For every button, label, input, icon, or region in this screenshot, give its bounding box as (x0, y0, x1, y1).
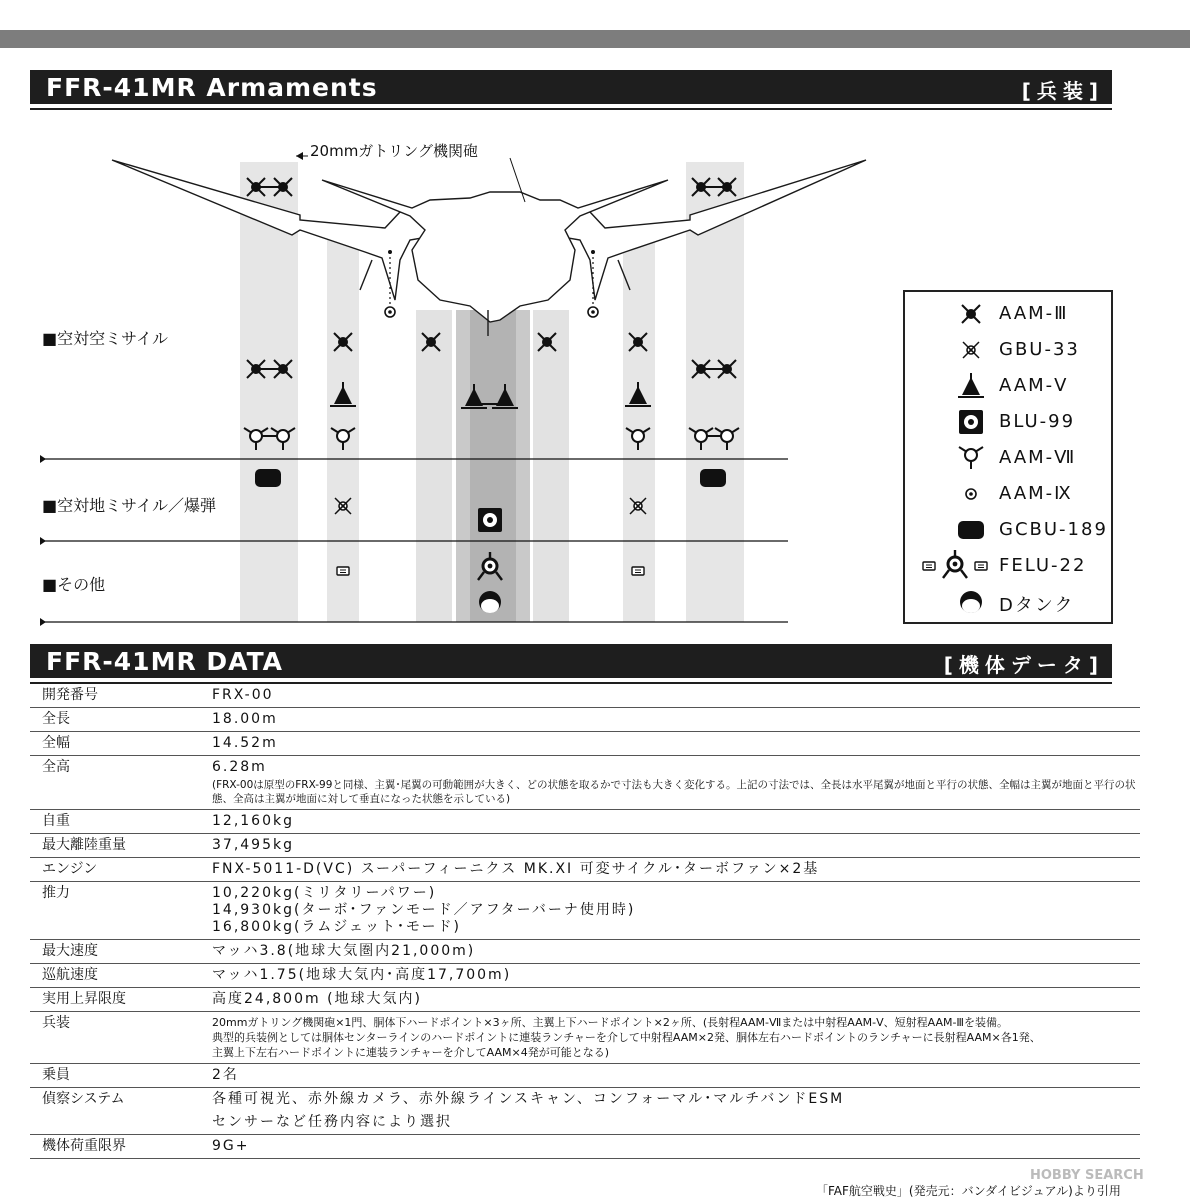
legend-label: BLU-99 (999, 411, 1076, 432)
legend-row-aam5 (905, 369, 1111, 403)
source-credit: 「FAF航空戦史」(発売元：バンダイビジュアル)より引用 (816, 1184, 1121, 1198)
table-row: 全長 18.00m (30, 708, 1140, 732)
table-row: 最大速度 マッハ3.8(地球大気圏内21,000m) (30, 940, 1140, 964)
category-other: ■その他 (42, 575, 106, 594)
category-air-to-air: ■空対空ミサイル (42, 329, 168, 348)
table-row: 開発番号 FRX-00 (30, 684, 1140, 708)
table-row: エンジン FNX-5011-D(VC) スーパーフィーニクス MK.XI 可変サイクル･ターボファン×2基 (30, 858, 1140, 882)
table-row: 乗員 2名 (30, 1064, 1140, 1088)
data-title: FFR-41MR DATA (46, 647, 284, 676)
station-column-center-left (416, 310, 452, 622)
table-row: 最大離陸重量 37,495kg (30, 834, 1140, 858)
aam3-icon (905, 297, 995, 331)
legend-label: AAM-Ⅲ (999, 303, 1069, 324)
aam9-symbol (588, 307, 598, 317)
table-row: 巡航速度 マッハ1.75(地球大気内･高度17,700m) (30, 964, 1140, 988)
gcbu189-symbol (700, 469, 726, 487)
blu99-icon (905, 405, 995, 439)
legend-row-gcbu189 (905, 513, 1111, 547)
table-row: 全高 6.28m (FRX-00は原型のFRX-99と同様、主翼･尾翼の可動範囲が大きく、どの状態を取るかで寸法も大きく変化する。上記の寸法では、全長は水平尾翼が地面と平行の状態、全幅は主翼が地面と平行の状態、全高は主翼が地面に対して垂直になった状態を示している) (30, 756, 1140, 810)
station-column-inner-right (623, 232, 655, 622)
table-row: 推力 10,220kg(ミリタリーパワー) 14,930kg(ターボ･ファンモード／アフターバーナ使用時) 16,800kg(ラムジェット･モード) (30, 882, 1140, 940)
armaments-header (30, 70, 1112, 104)
specs-table (30, 684, 1140, 1159)
pod-symbol (632, 567, 644, 575)
station-column-centerline (470, 310, 516, 622)
dtank-symbol (479, 591, 501, 613)
watermark: HOBBY SEARCH (1030, 1168, 1144, 1183)
legend-row-gbu33 (905, 333, 1111, 367)
station-column-center-right (533, 310, 569, 622)
top-gray-bar (0, 30, 1190, 48)
aam7-icon (905, 441, 995, 475)
legend-row-felu22 (905, 549, 1111, 583)
weapons-legend (903, 290, 1113, 624)
legend-label: Dタンク (999, 595, 1075, 616)
aam5-icon (905, 369, 995, 403)
data-header (30, 644, 1112, 678)
armaments-title: FFR-41MR Armaments (46, 73, 378, 102)
aam9-symbol (385, 307, 395, 317)
data-tag: [機体データ] (943, 653, 1104, 677)
table-row: 実用上昇限度 高度24,800m (地球大気内) (30, 988, 1140, 1012)
blu99-symbol (478, 508, 502, 532)
table-row: 兵装 20mmガトリング機関砲×1門、胴体下ハードポイント×3ヶ所、主翼上下ハードポイント×2ヶ所、(長射程AAM-Ⅶまたは中射程AAM-Ⅴ、短射程AAM-Ⅲを装備。 典型的兵装例としては胴体センターラインのハードポイントに連装ランチャーを介して中射程AAM×2発、胴体左右ハードポイントのランチャーに長射程AAM×各1発、 主翼上下左右ハードポイントに連装ランチャーを介してAAM×4発が可能となる) (30, 1012, 1140, 1064)
legend-label: AAM-Ⅴ (999, 375, 1069, 396)
legend-row-aam9 (905, 477, 1111, 511)
table-row: 全幅 14.52m (30, 732, 1140, 756)
armaments-tag: [兵装] (1021, 79, 1104, 103)
table-row: 偵察システム 各種可視光、赤外線カメラ、赤外線ラインスキャン、コンフォーマル･マルチバンドESM センサーなど任務内容により選択 (30, 1088, 1140, 1135)
pod-symbol (337, 567, 349, 575)
gbu33-icon (905, 333, 995, 367)
table-row: 自重 12,160kg (30, 810, 1140, 834)
legend-label: GBU-33 (999, 339, 1080, 360)
legend-label: GCBU-189 (999, 519, 1108, 540)
legend-label: AAM-Ⅶ (999, 447, 1077, 468)
aircraft-front-view (112, 160, 866, 336)
legend-label: FELU-22 (999, 555, 1087, 576)
aam9-icon (905, 477, 995, 511)
legend-row-dtank (905, 585, 1111, 619)
table-row: 機体荷重限界 9G+ (30, 1135, 1140, 1159)
station-column-inner-left (327, 232, 359, 622)
dimension-note: (FRX-00は原型のFRX-99と同様、主翼･尾翼の可動範囲が大きく、どの状態を取るかで寸法も大きく変化する。上記の寸法では、全長は水平尾翼が地面と平行の状態、全幅は主翼が地面と平行の状態、全高は主翼が地面に対して垂直になった状態を示している) (212, 779, 1136, 805)
legend-label: AAM-Ⅸ (999, 483, 1073, 504)
gatling-callout: 20mmガトリング機関砲 (310, 142, 479, 160)
legend-row-aam3 (905, 297, 1111, 331)
gcbu189-symbol (255, 469, 281, 487)
category-air-to-ground: ■空対地ミサイル／爆弾 (42, 496, 216, 515)
dtank-icon (905, 585, 995, 619)
gcbu189-icon (905, 513, 995, 547)
legend-row-aam7 (905, 441, 1111, 475)
legend-row-blu99 (905, 405, 1111, 439)
felu22-icon (905, 549, 995, 583)
